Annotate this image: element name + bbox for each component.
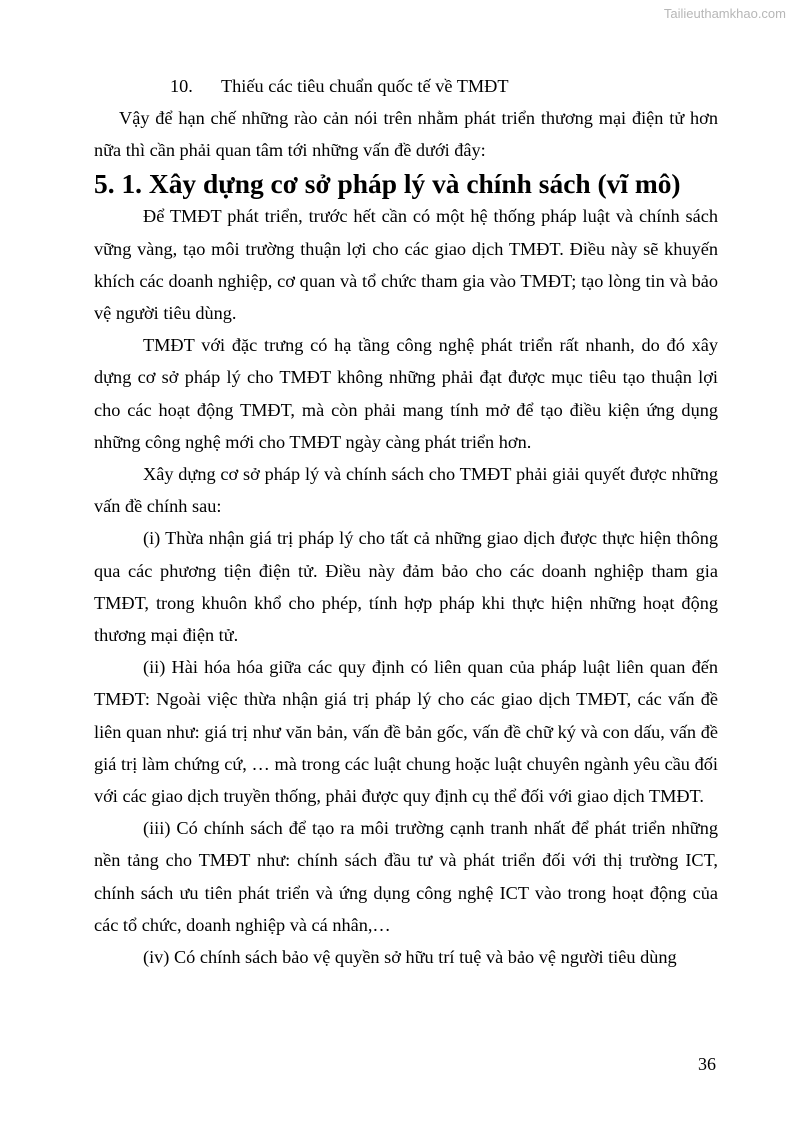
body-paragraph: TMĐT với đặc trưng có hạ tầng công nghệ phát triển rất nhanh, do đó xây dựng cơ sở pháp lý cho TMĐT không những phải đạt được mục tiêu tạo thuận lợi cho các hoạt động TMĐT, mà còn phải mang tính mở để tạo điều kiện ứng dụng những công nghệ mới cho TMĐT ngày càng phát triển hơn. xyxy=(94,335,718,452)
section-heading: 5. 1. Xây dựng cơ sở pháp lý và chính sách (vĩ mô) xyxy=(94,169,681,200)
watermark: Tailieuthamkhao.com xyxy=(663,6,786,21)
list-item-10 xyxy=(94,70,718,102)
body-paragraph: (ii) Hài hóa hóa giữa các quy định có liên quan của pháp luật liên quan đến TMĐT: Ngoài việc thừa nhận giá trị pháp lý cho các giao dịch TMĐT, các vấn đề liên quan như: giá trị như văn bản, vấn đề bản gốc, vấn đề chữ ký và con dấu, vấn đề giá trị làm chứng cứ, … mà trong các luật chung hoặc luật chuyên ngành yêu cầu đối với các giao dịch truyền thống, phải được quy định cụ thể đối với giao dịch TMĐT. xyxy=(94,657,718,807)
body-paragraph: Để TMĐT phát triển, trước hết cần có một hệ thống pháp luật và chính sách vững vàng, tạo môi trường thuận lợi cho các giao dịch TMĐT. Điều này sẽ khuyến khích các doanh nghiệp, cơ quan và tổ chức tham gia vào TMĐT; tạo lòng tin và bảo vệ người tiêu dùng. xyxy=(94,206,718,324)
body-paragraph: Xây dựng cơ sở pháp lý và chính sách cho TMĐT phải giải quyết được những vấn đề chính sau: xyxy=(94,464,718,517)
body-paragraph: (iv) Có chính sách bảo vệ quyền sở hữu trí tuệ và bảo vệ người tiêu dùng xyxy=(143,947,677,968)
page-number: 36 xyxy=(698,1054,716,1074)
page-content xyxy=(94,70,718,973)
list-item-number: 10. xyxy=(170,76,193,96)
list-item-text: Thiếu các tiêu chuẩn quốc tế về TMĐT xyxy=(221,76,509,96)
intro-paragraph: Vậy để hạn chế những rào cản nói trên nhằm phát triển thương mại điện tử hơn nữa thì cần phải quan tâm tới những vấn đề dưới đây: xyxy=(94,108,718,161)
body-paragraph: (iii) Có chính sách để tạo ra môi trường cạnh tranh nhất để phát triển những nền tảng cho TMĐT như: chính sách đầu tư và phát triển đối với thị trường ICT, chính sách ưu tiên phát triển và ứng dụng công nghệ ICT vào trong hoạt động của các tổ chức, doanh nghiệp và cá nhân,… xyxy=(94,818,718,935)
body-paragraph: (i) Thừa nhận giá trị pháp lý cho tất cả những giao dịch được thực hiện thông qua các phương tiện điện tử. Điều này đảm bảo cho các doanh nghiệp tham gia TMĐT, trong khuôn khổ cho phép, tính hợp pháp khi thực hiện những hoạt động thương mại điện tử. xyxy=(94,528,718,646)
